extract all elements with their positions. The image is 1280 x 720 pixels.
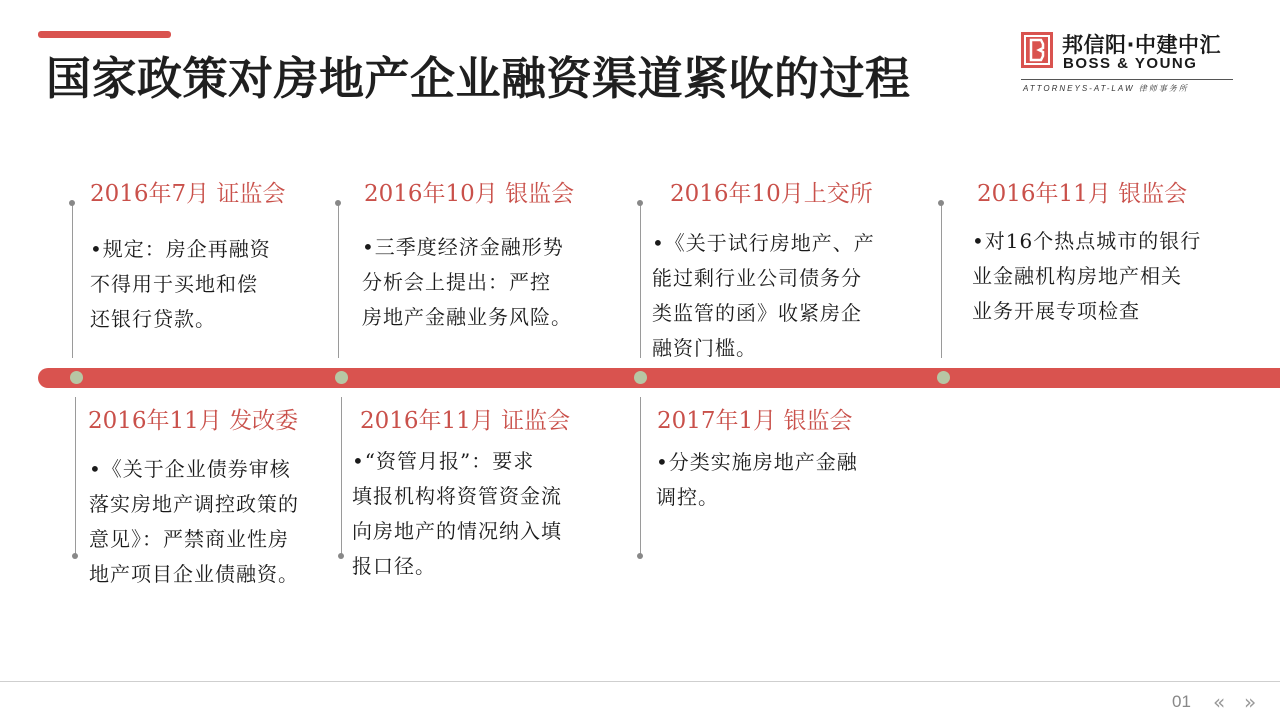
event-line: •《关于试行房地产、产 bbox=[652, 231, 875, 255]
event-description bbox=[972, 224, 1201, 329]
event-line: •对16个热点城市的银行 bbox=[972, 229, 1202, 253]
event-line: 不得用于买地和偿 bbox=[90, 272, 258, 296]
event-line: 类监管的函》收紧房企 bbox=[652, 301, 862, 325]
connector-dot bbox=[69, 200, 75, 206]
event-description bbox=[89, 452, 299, 592]
event-line: •“资管月报”：要求 bbox=[352, 449, 535, 473]
event-title: 2016年10月上交所 bbox=[670, 181, 873, 207]
event-line: 调控。 bbox=[656, 485, 719, 509]
event-title: 2016年11月 证监会 bbox=[360, 408, 571, 434]
event-line: 意见》：严禁商业性房 bbox=[89, 527, 289, 551]
event-line: 报口径。 bbox=[352, 554, 436, 578]
title-accent-bar bbox=[38, 31, 171, 38]
event-line: •分类实施房地产金融 bbox=[656, 450, 858, 474]
event-description bbox=[90, 232, 271, 337]
prev-page-button[interactable]: « bbox=[1213, 690, 1226, 714]
event-description bbox=[656, 445, 858, 515]
event-line: 房地产金融业务风险。 bbox=[362, 305, 572, 329]
connector-line bbox=[640, 203, 641, 358]
logo-english-name: BOSS & YOUNG bbox=[1063, 55, 1198, 72]
event-line: 业金融机构房地产相关 bbox=[972, 264, 1182, 288]
connector-dot bbox=[637, 200, 643, 206]
connector-dot bbox=[938, 200, 944, 206]
event-line: 还银行贷款。 bbox=[90, 307, 216, 331]
event-line: 分析会上提出：严控 bbox=[362, 270, 551, 294]
next-page-button[interactable]: » bbox=[1244, 690, 1257, 714]
event-line: 融资门槛。 bbox=[652, 336, 757, 360]
connector-dot bbox=[637, 553, 643, 559]
event-line: 能过剩行业公司债务分 bbox=[652, 266, 862, 290]
event-title: 2017年1月 银监会 bbox=[657, 408, 853, 434]
logo-divider bbox=[1021, 79, 1233, 80]
connector-line bbox=[640, 397, 641, 555]
event-title: 2016年7月 证监会 bbox=[90, 181, 286, 207]
event-title: 2016年11月 银监会 bbox=[977, 181, 1188, 207]
connector-line bbox=[941, 203, 942, 358]
footer-divider bbox=[0, 681, 1280, 682]
timeline-dot bbox=[937, 371, 950, 384]
event-line: 业务开展专项检查 bbox=[972, 299, 1140, 323]
page-number: 01 bbox=[1172, 692, 1191, 711]
event-line: •三季度经济金融形势 bbox=[362, 235, 564, 259]
connector-line bbox=[341, 397, 342, 555]
event-description bbox=[352, 444, 562, 584]
timeline-dot bbox=[70, 371, 83, 384]
connector-dot bbox=[335, 200, 341, 206]
brand-logo bbox=[1021, 29, 1233, 99]
timeline-dot bbox=[335, 371, 348, 384]
event-line: 落实房地产调控政策的 bbox=[89, 492, 299, 516]
connector-line bbox=[338, 203, 339, 358]
event-line: 地产项目企业债融资。 bbox=[89, 562, 299, 586]
logo-chinese-name: 邦信阳·中建中汇 bbox=[1062, 33, 1221, 57]
connector-line bbox=[72, 203, 73, 358]
event-description bbox=[652, 226, 875, 366]
event-title: 2016年11月 发改委 bbox=[88, 408, 299, 434]
logo-mark-icon bbox=[1021, 32, 1053, 68]
connector-dot bbox=[72, 553, 78, 559]
event-line: •规定：房企再融资 bbox=[90, 237, 271, 261]
timeline-dot bbox=[634, 371, 647, 384]
timeline-bar bbox=[38, 368, 1280, 388]
logo-subtitle: ATTORNEYS-AT-LAW 律师事务所 bbox=[1023, 84, 1189, 93]
event-line: •《关于企业债券审核 bbox=[89, 457, 291, 481]
event-description bbox=[362, 230, 572, 335]
event-title: 2016年10月 银监会 bbox=[364, 181, 575, 207]
event-line: 填报机构将资管资金流 bbox=[352, 484, 562, 508]
connector-dot bbox=[338, 553, 344, 559]
event-line: 向房地产的情况纳入填 bbox=[352, 519, 562, 543]
connector-line bbox=[75, 397, 76, 555]
page-title: 国家政策对房地产企业融资渠道紧收的过程 bbox=[46, 52, 911, 105]
